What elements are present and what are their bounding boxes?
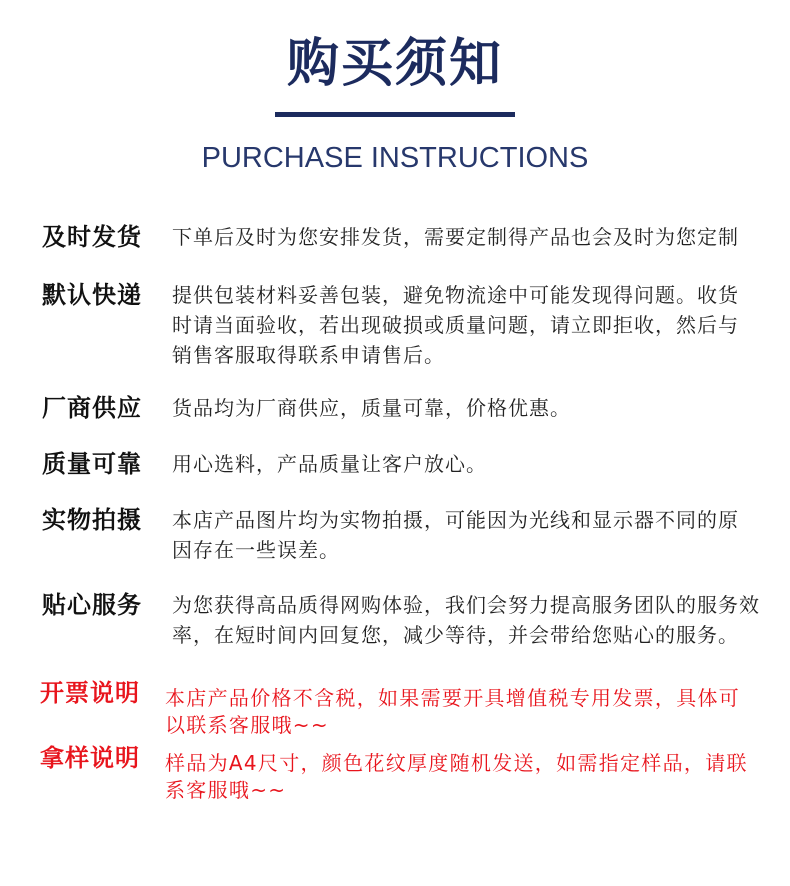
item-text	[172, 393, 571, 423]
item-text	[172, 505, 739, 565]
item-label: 质量可靠	[42, 450, 142, 478]
item-label: 厂商供应	[42, 394, 142, 422]
item-label: 默认快递	[42, 281, 142, 309]
item-label: 实物拍摄	[42, 506, 142, 534]
item-text-line: 下单后及时为您安排发货，需要定制得产品也会及时为您定制	[172, 225, 739, 249]
item-text-line: 样品为A4尺寸，颜色花纹厚度随机发送，如需指定样品，请联	[165, 751, 748, 775]
item-text	[165, 685, 740, 739]
item-text	[172, 449, 487, 479]
item-text-line: 提供包装材料妥善包装，避免物流途中可能发现得问题。收货	[172, 283, 739, 307]
item-text-line: 用心选料，产品质量让客户放心。	[172, 452, 487, 476]
item-text-line: 本店产品图片均为实物拍摄，可能因为光线和显示器不同的原	[172, 508, 739, 532]
item-text-line: 为您获得高品质得网购体验，我们会努力提高服务团队的服务效	[172, 593, 760, 617]
title-underline	[275, 112, 515, 117]
item-text-line: 系客服哦~~	[165, 778, 287, 802]
item-text	[172, 590, 760, 650]
item-text-line: 以联系客服哦~~	[165, 713, 329, 737]
item-label: 贴心服务	[42, 591, 142, 619]
item-text-line: 销售客服取得联系申请售后。	[172, 343, 445, 367]
item-label: 及时发货	[42, 223, 142, 251]
item-text-line: 本店产品价格不含税，如果需要开具增值税专用发票，具体可	[165, 686, 741, 710]
item-label: 开票说明	[40, 679, 140, 707]
item-text-line: 时请当面验收，若出现破损或质量问题，请立即拒收，然后与	[172, 313, 739, 337]
item-text-line: 货品均为厂商供应，质量可靠，价格优惠。	[172, 396, 571, 420]
page-title: 购买须知	[286, 34, 503, 94]
page-subtitle: PURCHASE INSTRUCTIONS	[201, 142, 589, 174]
item-label: 拿样说明	[40, 744, 140, 772]
item-text	[165, 750, 748, 804]
item-text	[172, 222, 739, 252]
item-text-line: 因存在一些误差。	[172, 538, 340, 562]
item-text	[172, 280, 739, 370]
item-text-line: 率，在短时间内回复您，减少等待，并会带给您贴心的服务。	[172, 623, 739, 647]
